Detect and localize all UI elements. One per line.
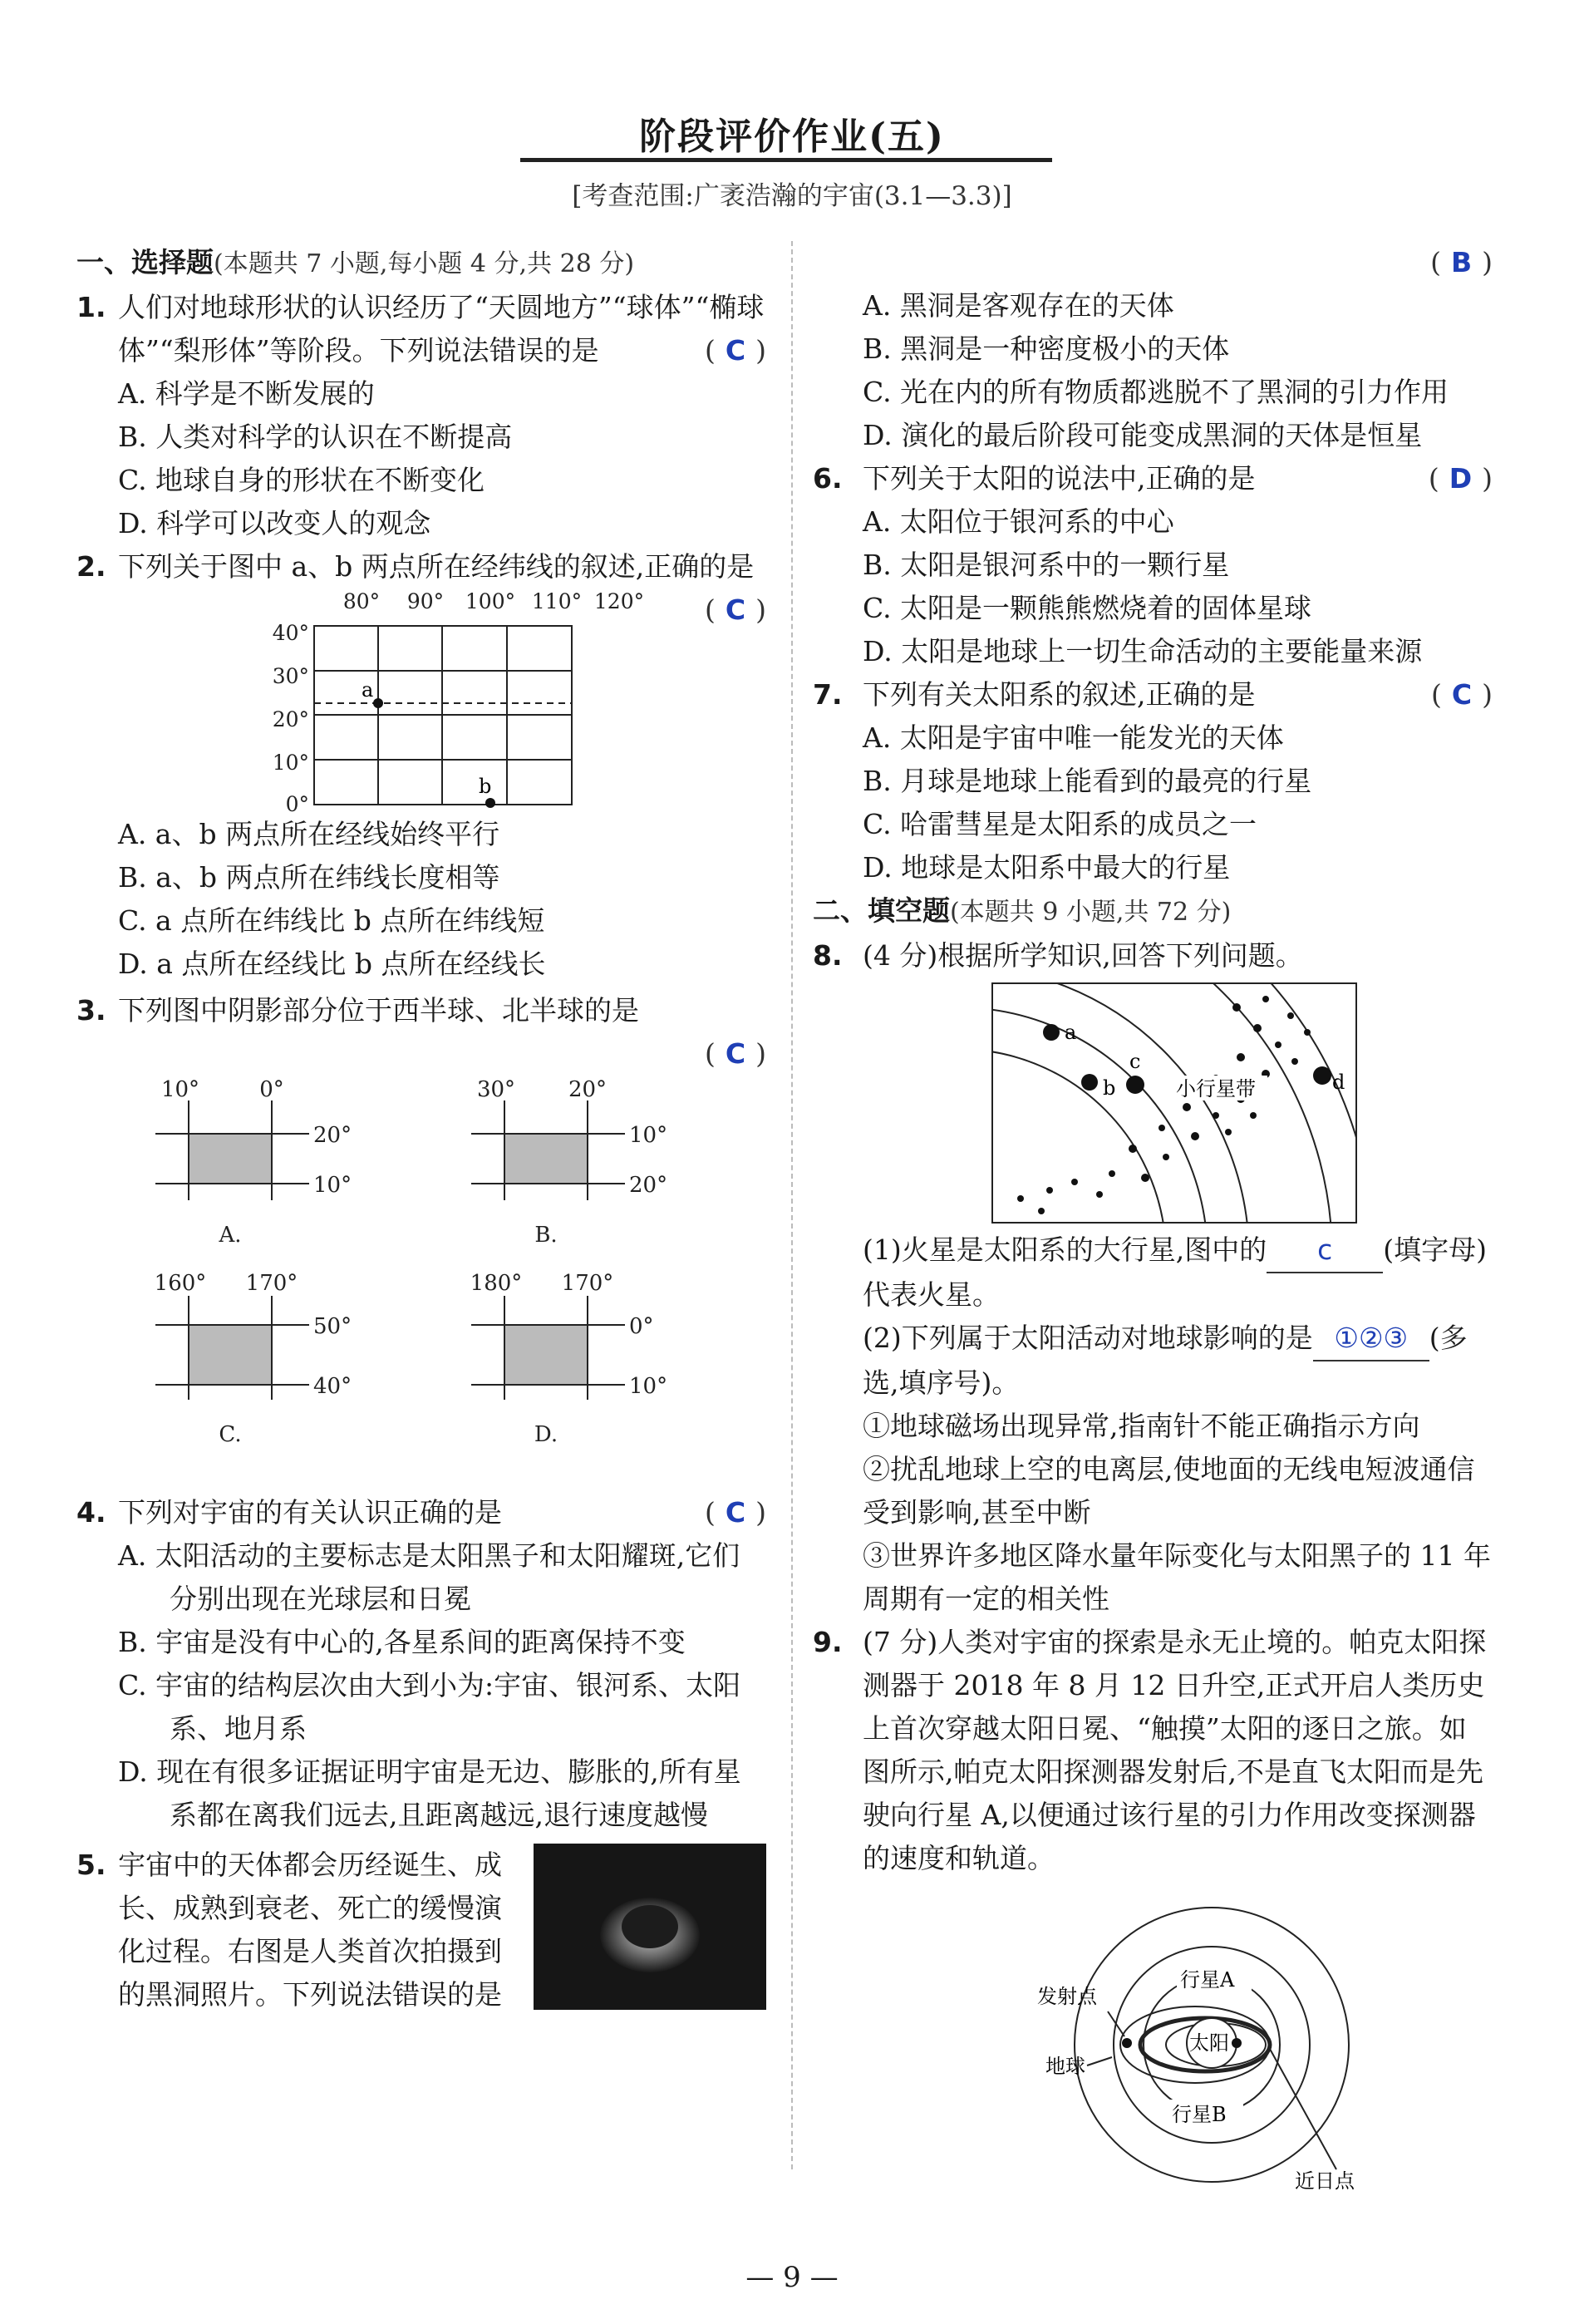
question-stem: 下列关于太阳的说法中,正确的是	[863, 462, 1256, 495]
svg-text:10°: 10°	[313, 1173, 352, 1198]
answer: C	[1451, 678, 1473, 711]
question-stem: 下列有关太阳系的叙述,正确的是	[863, 678, 1256, 711]
option: C. 哈雷彗星是太阳系的成员之一	[863, 808, 1257, 840]
planet-c	[1126, 1076, 1144, 1094]
question-3	[76, 989, 766, 1032]
planet-b-label: 行星B	[1172, 2103, 1227, 2126]
lat-label: 30°	[272, 664, 310, 688]
lon-label: 100°	[465, 589, 516, 613]
option: D. 太阳是地球上一切生命活动的主要能量来源	[863, 635, 1423, 667]
answer: C	[725, 1496, 746, 1529]
svg-text:40°: 40°	[313, 1374, 352, 1399]
question-5	[76, 1844, 766, 2016]
lat-label: 40°	[272, 621, 310, 645]
question-5-continued	[813, 241, 1493, 284]
map-b	[471, 1077, 667, 1248]
question-stem: (7 分)人类对宇宙的探索是永无止境的。帕克太阳探测器于 2018 年 8 月 12 日升空,正式开启人类历史上首次穿越太阳日冕、“触摸”太阳的逐日之旅。如图所示,帕克太阳探测器发射后,不是直飞太阳而是先驶向行星 A,以便通过该行星的引力作用改变探测器的速度和轨道。	[863, 1626, 1487, 1874]
option: D. 科学可以改变人的观念	[118, 507, 431, 539]
option: B. a、b 两点所在纬线长度相等	[118, 861, 500, 894]
section-choice-heading: 一、选择题(本题共 7 小题,每小题 4 分,共 28 分)	[76, 246, 635, 278]
lon-label: 80°	[342, 589, 381, 613]
launch-point-label: 发射点	[1037, 1985, 1097, 2008]
q8-item: ②扰乱地球上空的电离层,使地面的无线电短波通信受到影响,甚至中断	[863, 1453, 1475, 1529]
question-6	[813, 457, 1493, 500]
page-title: 阶段评价作业(五)	[639, 116, 945, 158]
svg-text:0°: 0°	[259, 1077, 284, 1102]
option: B. 宇宙是没有中心的,各星系间的距离保持不变	[118, 1626, 686, 1658]
option: B. 月球是地球上能看到的最亮的行星	[863, 765, 1312, 797]
left-column	[76, 241, 766, 2016]
question-stem: 下列关于图中 a、b 两点所在经纬线的叙述,正确的是	[118, 550, 755, 583]
option: B. 黑洞是一种密度极小的天体	[863, 332, 1230, 365]
answer: C	[725, 1037, 746, 1070]
option: D. 演化的最后阶段可能变成黑洞的天体是恒星	[863, 419, 1423, 451]
q8-item: ③世界许多地区降水量年际变化与太阳黑子的 11 年周期有一定的相关性	[863, 1539, 1491, 1615]
lat-label: 20°	[272, 707, 310, 731]
svg-text:0°: 0°	[629, 1314, 654, 1339]
perihelion-label: 近日点	[1295, 2169, 1355, 2193]
question-number: 6.	[813, 462, 843, 495]
question-number: 4.	[76, 1496, 106, 1529]
question-number: 7.	[813, 678, 843, 711]
map-d	[470, 1271, 667, 1447]
question-number: 1.	[76, 291, 106, 323]
section-fill-heading: 二、填空题(本题共 9 小题,共 72 分)	[813, 894, 1232, 927]
option: C. a 点所在纬线比 b 点所在纬线短	[118, 904, 545, 937]
question-stem: 下列图中阴影部分位于西半球、北半球的是	[118, 994, 639, 1027]
option: C. 地球自身的形状在不断变化	[118, 464, 485, 496]
answer-bracket: ( D )	[1428, 462, 1493, 495]
lat-label: 10°	[272, 751, 310, 775]
lat-lon-grid-figure	[199, 588, 645, 816]
option: A. 黑洞是客观存在的天体	[863, 289, 1174, 322]
answer-blank: ①②③	[1313, 1317, 1429, 1361]
q8-item: ①地球磁场出现异常,指南针不能正确指示方向	[863, 1410, 1420, 1442]
sun-label: 太阳	[1189, 2031, 1229, 2055]
point-a	[373, 698, 383, 708]
question-stem: (4 分)根据所学知识,回答下列问题。	[863, 939, 1303, 972]
lon-label: 110°	[531, 589, 583, 613]
option: B. 太阳是银河系中的一颗行星	[863, 549, 1230, 581]
svg-text:50°: 50°	[313, 1314, 352, 1339]
answer: B	[1450, 246, 1473, 278]
answer-bracket: ( C )	[705, 1496, 766, 1529]
asteroid-belt-label: 小行星带	[1176, 1077, 1256, 1100]
point-b	[485, 798, 495, 808]
question-number: 9.	[813, 1626, 843, 1658]
map-label: D.	[534, 1422, 558, 1447]
svg-text:10°: 10°	[629, 1374, 668, 1399]
planet-a-label: 行星A	[1180, 1968, 1235, 1992]
question-number: 3.	[76, 994, 106, 1027]
option: C. 太阳是一颗熊熊燃烧着的固体星球	[863, 592, 1312, 624]
map-label: C.	[219, 1422, 242, 1447]
right-column	[813, 241, 1493, 2194]
answer-bracket: ( B )	[1430, 246, 1493, 278]
svg-text:170°: 170°	[561, 1271, 614, 1296]
option: D. a 点所在经线比 b 点所在经线长	[118, 948, 546, 980]
svg-text:20°: 20°	[629, 1173, 668, 1198]
svg-text:10°: 10°	[160, 1077, 200, 1102]
exam-scope: [考查范围:广袤浩瀚的宇宙(3.1—3.3)]	[572, 181, 1012, 211]
earth-label: 地球	[1045, 2055, 1085, 2078]
option: B. 人类对科学的认识在不断提高	[118, 421, 513, 453]
planet-d	[1313, 1066, 1331, 1085]
planet-a	[1043, 1024, 1060, 1041]
lon-label: 90°	[406, 589, 445, 613]
q8-part1: (1)火星是太阳系的大行星,图中的 c (填字母)代表火星。	[813, 1228, 1493, 1317]
answer-blank: c	[1267, 1228, 1383, 1273]
answer: C	[725, 334, 746, 367]
question-number: 8.	[813, 939, 843, 972]
black-hole-photo	[534, 1844, 766, 2010]
option: D. 地球是太阳系中最大的行星	[863, 851, 1231, 884]
svg-text:30°: 30°	[476, 1077, 516, 1102]
svg-text:10°: 10°	[629, 1123, 668, 1148]
map-a	[155, 1077, 352, 1248]
svg-text:160°: 160°	[154, 1271, 207, 1296]
svg-text:d: d	[1332, 1071, 1345, 1094]
question-number: 2.	[76, 550, 106, 583]
svg-text:c: c	[1129, 1050, 1141, 1073]
question-9	[813, 1621, 1493, 1880]
option: D. 现在有很多证据证明宇宙是无边、膨胀的,所有星系都在离我们远去,且距离越远,退行速度越慢	[118, 1755, 741, 1831]
option: A. 太阳位于银河系的中心	[863, 505, 1174, 538]
column-divider	[791, 241, 793, 2169]
answer: D	[1449, 462, 1473, 495]
svg-text:180°: 180°	[470, 1271, 523, 1296]
point-a-label: a	[362, 678, 374, 702]
question-stem: 宇宙中的天体都会历经诞生、成长、成熟到衰老、死亡的缓慢演化过程。右图是人类首次拍摄到的黑洞照片。下列说法错误的是	[118, 1849, 502, 2011]
q8-part2: (2)下列属于太阳活动对地球影响的是 ①②③ (多选,填序号)。	[813, 1317, 1493, 1405]
lon-label: 120°	[593, 589, 645, 613]
question-stem: 人们对地球形状的认识经历了“天圆地方”“球体”“椭球体”“梨形体”等阶段。下列说法错误的是	[118, 291, 765, 367]
earth-dot	[1122, 2038, 1132, 2048]
option: C. 光在内的所有物质都逃脱不了黑洞的引力作用	[863, 376, 1449, 408]
planet-b	[1081, 1074, 1098, 1091]
question-4	[76, 1491, 766, 1534]
svg-text:170°: 170°	[245, 1271, 298, 1296]
svg-text:20°: 20°	[313, 1123, 352, 1148]
answer: C	[725, 593, 746, 626]
title-underline	[520, 158, 1052, 162]
answer-bracket: ( C )	[705, 334, 766, 367]
option: C. 宇宙的结构层次由大到小为:宇宙、银河系、太阳系、地月系	[118, 1669, 741, 1745]
option: A. 太阳是宇宙中唯一能发光的天体	[863, 721, 1284, 754]
option: A. 科学是不断发展的	[118, 377, 375, 410]
option: A. a、b 两点所在经线始终平行	[118, 818, 500, 850]
solar-system-diagram	[991, 982, 1357, 1224]
answer-bracket: ( C )	[705, 593, 766, 626]
answer-bracket: ( C )	[705, 1037, 766, 1070]
svg-text:20°: 20°	[568, 1077, 608, 1102]
option: A. 太阳活动的主要标志是太阳黑子和太阳耀斑,它们分别出现在光球层和日冕	[118, 1539, 740, 1615]
question-1	[76, 286, 766, 372]
map-label: A.	[219, 1223, 242, 1248]
question-7	[813, 673, 1493, 716]
page-number: — 9 —	[745, 2261, 839, 2294]
lat-label: 0°	[285, 792, 310, 816]
map-label: B.	[534, 1223, 558, 1248]
svg-text:a: a	[1065, 1021, 1077, 1044]
question-number: 5.	[76, 1849, 106, 1881]
hemisphere-maps-figure	[114, 1076, 729, 1491]
parker-probe-diagram	[987, 1895, 1353, 2194]
point-b-label: b	[479, 775, 492, 798]
question-stem: 下列对宇宙的有关认识正确的是	[118, 1496, 502, 1529]
svg-text:b: b	[1103, 1076, 1116, 1100]
map-c	[155, 1271, 352, 1447]
answer-bracket: ( C )	[1431, 678, 1493, 711]
question-8	[813, 934, 1493, 977]
